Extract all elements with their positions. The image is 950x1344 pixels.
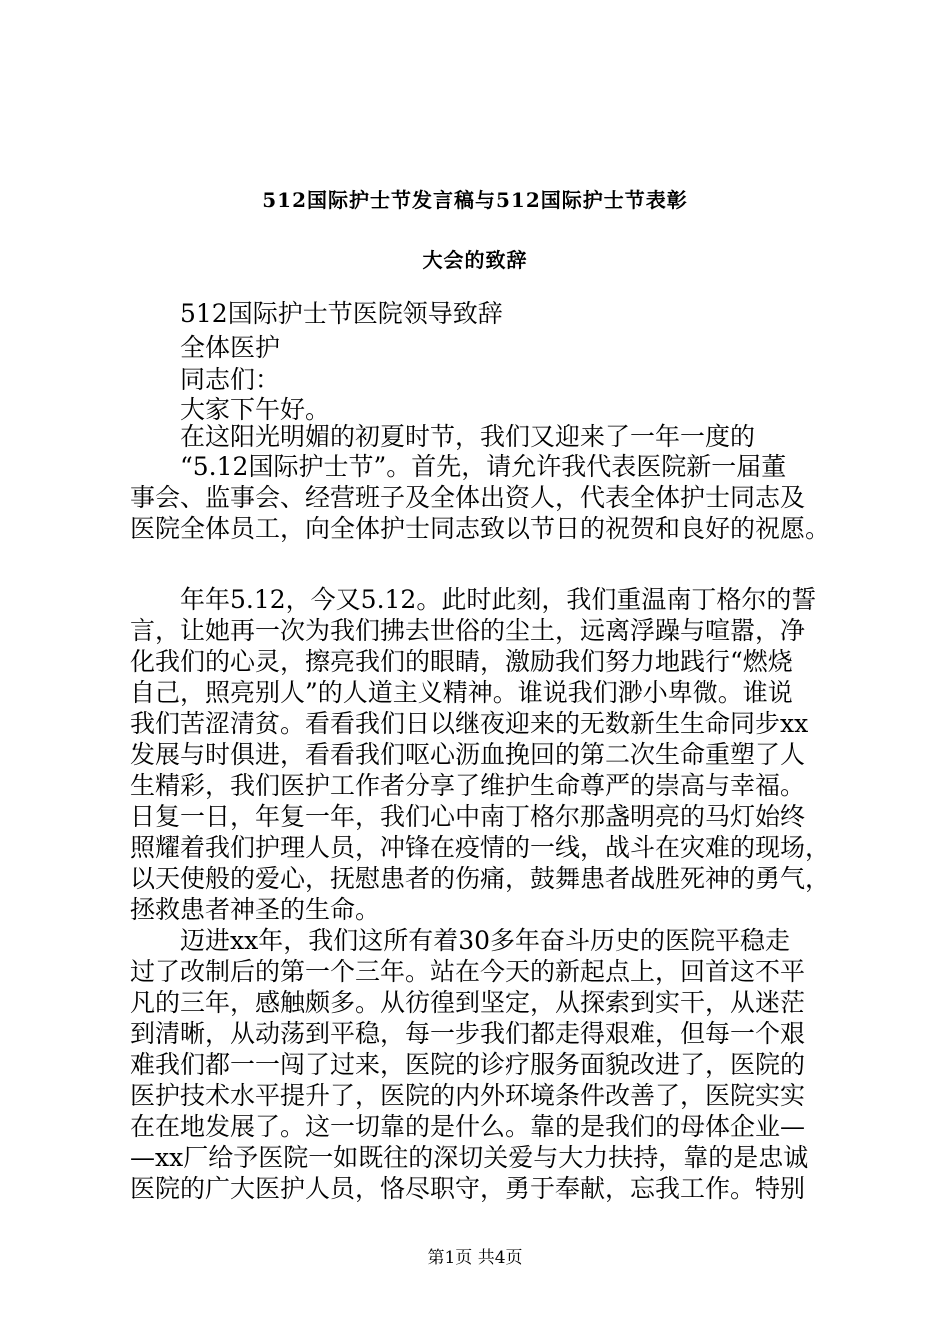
- body-line: 事会、监事会、经营班子及全体出资人，代表全体护士同志及: [130, 483, 806, 512]
- body-line: 医护技术水平提升了，医院的内外环境条件改善了，医院实实: [130, 1081, 806, 1110]
- body-line: 全体医护: [180, 333, 281, 362]
- body-line: “5.12国际护士节”。首先，请允许我代表医院新一届董: [180, 452, 787, 481]
- body-line: 难我们都一一闯了过来，医院的诊疗服务面貌改进了，医院的: [130, 1050, 806, 1079]
- body-line: 化我们的心灵，擦亮我们的眼睛，激励我们努力地践行“燃烧: [130, 647, 793, 676]
- body-line: 512国际护士节医院领导致辞: [180, 299, 503, 328]
- body-line: 大家下午好。: [180, 395, 331, 424]
- body-line: 迈进xx年，我们这所有着30多年奋斗历史的医院平稳走: [180, 926, 791, 955]
- body-line: 照耀着我们护理人员，冲锋在疫情的一线，战斗在灾难的现场，: [130, 833, 831, 862]
- body-line: 拯救患者神圣的生命。: [130, 895, 381, 924]
- body-line: 言，让她再一次为我们拂去世俗的尘土，远离浮躁与喧嚣，净: [130, 616, 806, 645]
- body-line: 以天使般的爱心，抚慰患者的伤痛，鼓舞患者战胜死神的勇气，: [130, 864, 831, 893]
- body-line: 医院全体员工，向全体护士同志致以节日的祝贺和良好的祝愿。: [130, 514, 831, 543]
- body-line: —xx厂给予医院一如既往的深切关爱与大力扶持，靠的是忠诚: [130, 1143, 809, 1172]
- body-line: 到清晰，从动荡到平稳，每一步我们都走得艰难，但每一个艰: [130, 1019, 806, 1048]
- body-line: 发展与时俱进，看看我们呕心沥血挽回的第二次生命重塑了人: [130, 740, 806, 769]
- body-line: 日复一日，年复一年，我们心中南丁格尔那盏明亮的马灯始终: [130, 802, 806, 831]
- body-line: 过了改制后的第一个三年。站在今天的新起点上，回首这不平: [130, 957, 806, 986]
- body-line: 在这阳光明媚的初夏时节，我们又迎来了一年一度的: [180, 422, 756, 451]
- document-title-line-2: 大会的致辞: [422, 248, 528, 272]
- body-line: 年年5.12，今又5.12。此时此刻，我们重温南丁格尔的誓: [180, 585, 817, 614]
- body-line: 自己，照亮别人”的人道主义精神。谁说我们渺小卑微。谁说: [130, 678, 793, 707]
- page-number-footer: 第1页 共4页: [427, 1248, 523, 1268]
- document-title-line-1: 512国际护士节发言稿与512国际护士节表彰: [262, 188, 688, 212]
- body-line: 我们苦涩清贫。看看我们日以继夜迎来的无数新生生命同步xx: [130, 709, 809, 738]
- body-line: 同志们：: [180, 365, 281, 394]
- body-line: 凡的三年，感触颇多。从彷徨到坚定，从探索到实干，从迷茫: [130, 988, 806, 1017]
- body-line: 生精彩，我们医护工作者分享了维护生命尊严的崇高与幸福。: [130, 771, 806, 800]
- body-line: 医院的广大医护人员，恪尽职守，勇于奉献，忘我工作。特别: [130, 1174, 806, 1203]
- body-line: 在在地发展了。这一切靠的是什么。靠的是我们的母体企业—: [130, 1112, 806, 1141]
